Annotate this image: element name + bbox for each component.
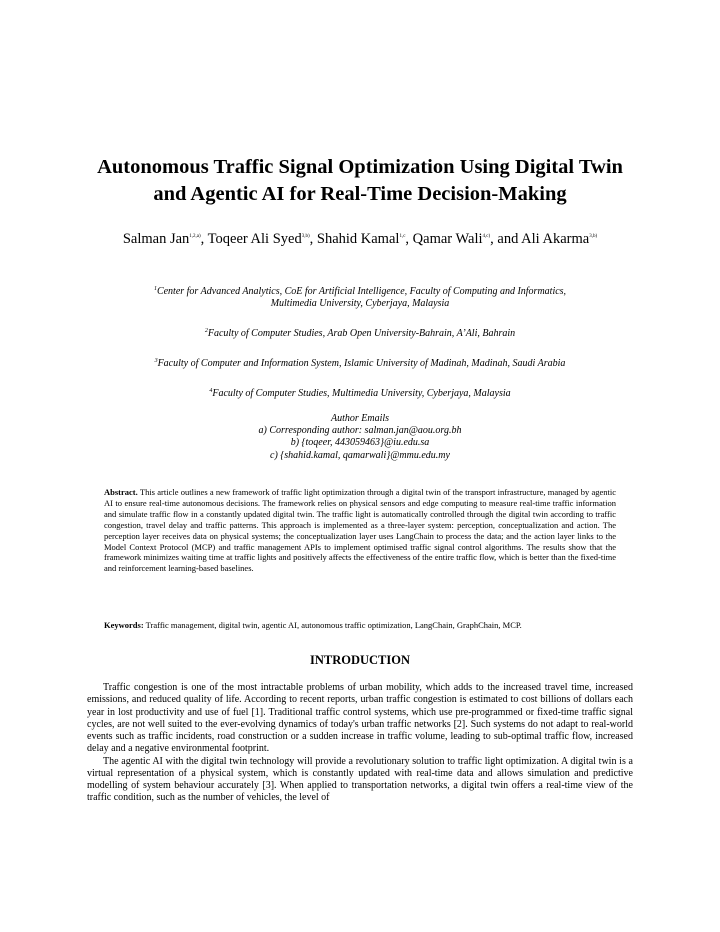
author: Salman Jan$^{1,2,a)}$	[122, 231, 201, 247]
affiliation-3: $^3$Faculty of Computer and Information System, Islamic University of Madinah, Madinah, Saudi Arabia	[154, 358, 566, 369]
abstract-text: This article outlines a new framework of traffic light optimization through a digital twin of the transport infrastructure, managed by agentic AI to ensure real-time autonomous decisions. The framework relies on physical sensors and edge computing to measure real-time traffic information and simulate traffic flow in a constantly updated digital twin. The traffic light is automatically controlled through the digital twin according to traffic congestion, travel delay and traffic patterns. This approach is implemented as a three-layer system: perception, conceptualization and action. The perception layer receives data on physical systems; the conceptualization layer uses LangChain to process the data; and the action layer links to the Model Context Protocol (MCP) and traffic management APIs to implement optimised traffic signal control algorithms. The results show that the framework minimizes waiting time at traffic lights and positively affects the effectiveness of the entire traffic flow, which is better than the fixed-time and reinforcement learning-based baselines.	[104, 487, 616, 574]
section-heading: INTRODUCTION	[309, 653, 410, 667]
abstract	[104, 487, 616, 574]
author: Qamar Wali$^{4,c)}$	[412, 231, 491, 247]
email-line: c) {shahid.kamal, qamarwali}@mmu.edu.my	[270, 449, 450, 461]
keywords	[104, 620, 624, 631]
keywords-label: Keywords:	[104, 620, 144, 630]
body-text	[87, 682, 633, 805]
affiliation-1: $^1$Center for Advanced Analytics, CoE for Artificial Intelligence, Faculty of Computing and Informatics, Multimedia University, Cyberjaya, Malaysia	[153, 286, 567, 309]
email-line: b) {toqeer, 443059463}@iu.edu.sa	[290, 437, 430, 449]
paragraph: Traffic congestion is one of the most intractable problems of urban mobility, which adds to the increased travel time, increased emissions, and reduced quality of life. According to recent reports, urban traffic congestion is estimated to cost billions of dollars each year in lost productivity and use of fuel [1]. Traditional traffic control systems, which use pre-programmed or fixed-time traffic signal cycles, are not well suited to the ever-evolving dynamics of today's urban traffic networks [2]. Such systems do not adapt to real-world events such as traffic incidents, road construction or a sudden increase in traffic volume, leading to sub-optimal traffic flow, increased delay and a negative environmental footprint.	[87, 682, 633, 755]
paragraph: The agentic AI with the digital twin technology will provide a revolutionary solution to traffic light optimization. A digital twin is a virtual representation of a physical system, which is constantly updated with real-time data and allows simulation and predictive modelling of system behaviour accurately [3]. When applied to transportation networks, a digital twin offers a real-time view of the traffic condition, such as the number of vehicles, the level of	[87, 755, 633, 804]
paper-title	[60, 154, 660, 208]
author-list: Salman Jan$^{1,2,a)}$, Toqeer Ali Syed$^{3,b)}$, Shahid Kamal$^{1,c}$, Qamar Wali$^{4,c)}$, and Ali Akarma$^{3,b)}$	[122, 231, 598, 247]
affiliation-4: $^4$Faculty of Computer Studies, Multimedia University, Cyberjaya, Malaysia	[209, 388, 511, 399]
title-line-2: and Agentic AI for Real-Time Decision-Making	[153, 183, 567, 205]
keywords-text: Traffic management, digital twin, agentic AI, autonomous traffic optimization, LangChain, GraphChain, MCP.	[145, 620, 522, 630]
author: Shahid Kamal$^{1,c}$	[316, 231, 406, 247]
affiliation-2: $^2$Faculty of Computer Studies, Arab Open University-Bahrain, A’Ali, Bahrain	[204, 328, 516, 339]
author: Ali Akarma$^{3,b)}$	[521, 231, 598, 247]
author-emails	[160, 413, 560, 462]
email-line: a) Corresponding author: salman.jan@aou.org.bh	[258, 425, 462, 437]
title-line-1: Autonomous Traffic Signal Optimization Using Digital Twin	[97, 156, 623, 178]
emails-heading: Author Emails	[330, 413, 390, 424]
author: Toqeer Ali Syed$^{3,b)}$	[207, 231, 310, 247]
abstract-label: Abstract.	[104, 487, 138, 497]
